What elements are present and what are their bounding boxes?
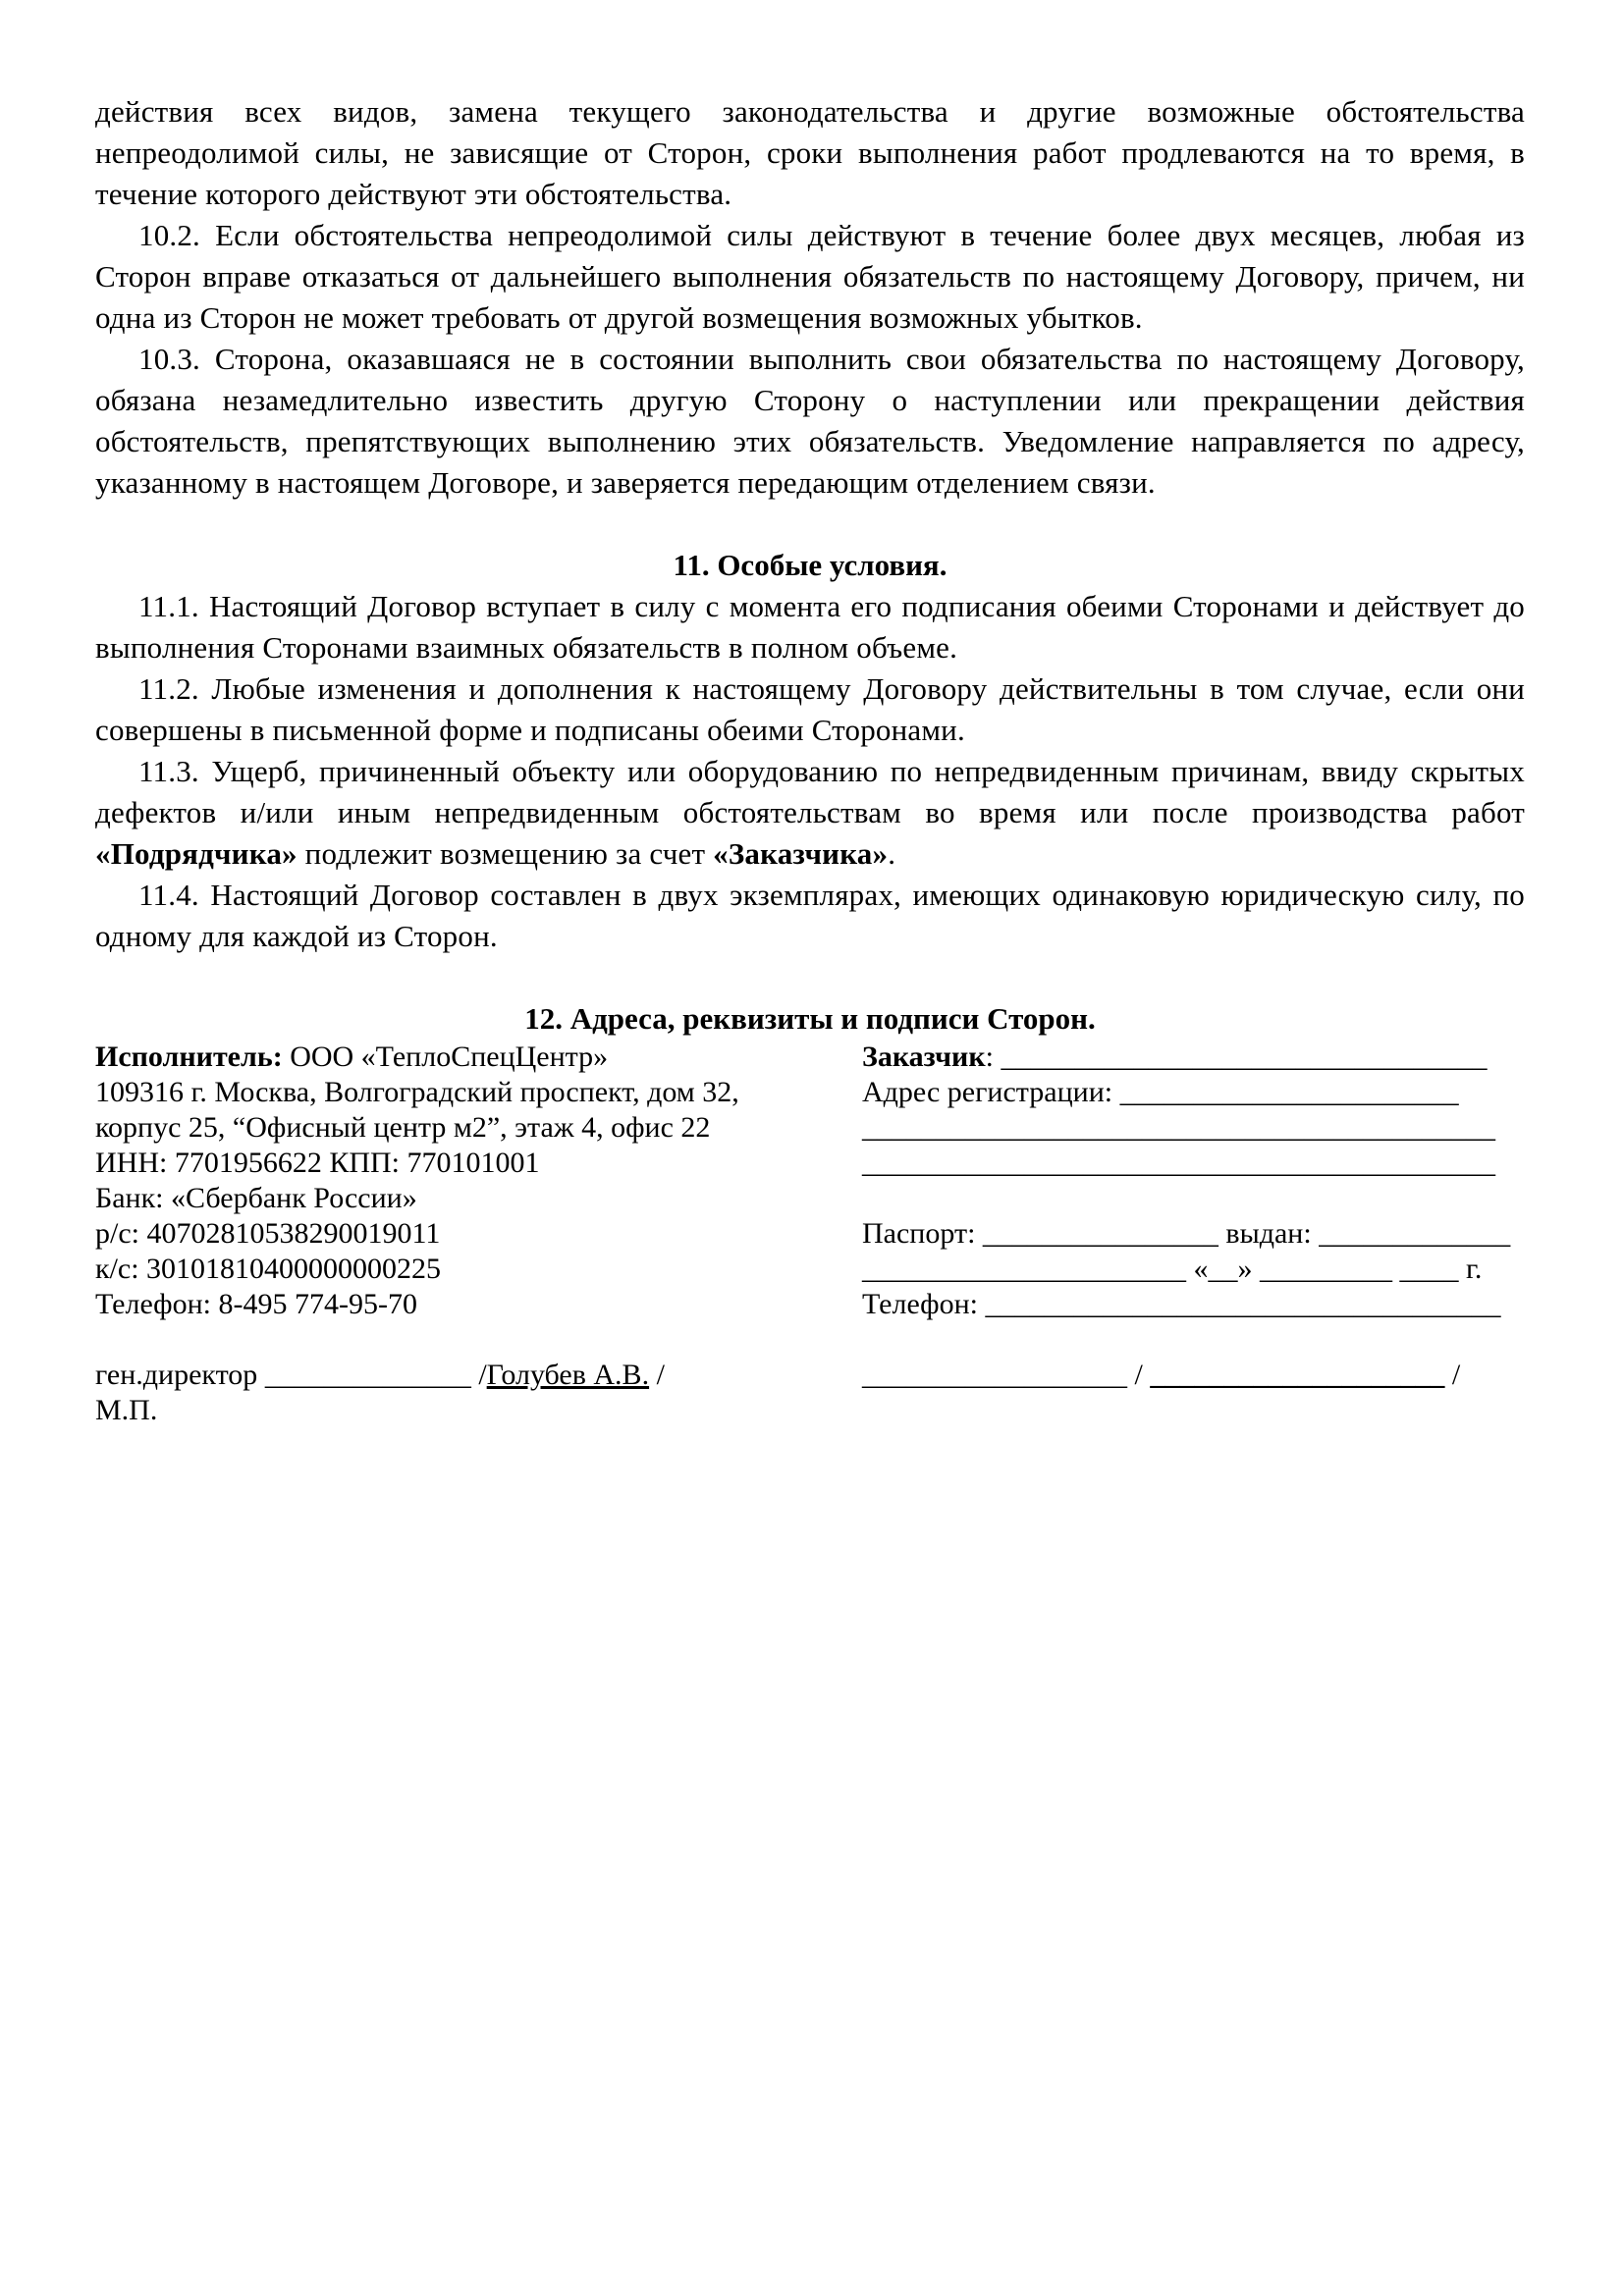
executor-sign-name: Голубев А.В. [486,1359,650,1391]
executor-name-row [95,1040,862,1075]
paragraph-11-3-text-end: . [888,836,896,871]
executor-signature-blank: ______________ [264,1359,471,1391]
spacer-row [862,1181,1525,1216]
paragraph-11-3-text: 11.3. Ущерб, причиненный объекту или оборудованию по непредвиденным причинам, ввиду скрытых дефектов и/или иным непредвиденным обстоятельствам во время или после производства работ [95,754,1525,829]
paragraph-11-1: 11.1. Настоящий Договор вступает в силу с момента его подписания обеими Сторонами и действует до выполнения Сторонами взаимных обязательств в полном объеме. [95,589,1525,665]
section-11-heading: 11. Особые условия. [673,548,947,582]
executor-correspondent-account: к/с: 30101810400000000225 [95,1253,442,1285]
customer-label-sep: : [985,1041,1001,1073]
customer-sign-separator: / [1127,1359,1151,1391]
customer-date-space [1392,1253,1400,1285]
executor-address-line-1: 109316 г. Москва, Волгоградский проспект, дом 32, [95,1076,739,1108]
customer-sign-slash-close: / [1444,1359,1461,1391]
customer-date-month-blank: _________ [1260,1253,1392,1285]
customer-name-blank: _________________________________ [1001,1041,1488,1073]
executor-sign-slash-close: / [649,1359,665,1391]
paragraph-11-4: 11.4. Настоящий Договор составлен в двух экземплярах, имеющих одинаковую юридическую силу, по одному для каждой из Сторон. [95,878,1525,953]
customer-reg-address-row [862,1075,1525,1110]
customer-blank-line-2: ___________________________________________ [862,1147,1495,1179]
executor-settlement-account: р/с: 40702810538290019011 [95,1217,441,1250]
paragraph-10-2: 10.2. Если обстоятельства непреодолимой силы действуют в течение более двух месяцев, любая из Сторон вправе отказаться от дальнейшего выполнения обязательств по настоящему Договору, причем, ни одна из Сторон не может требовать от другой возмещения возможных убытков. [95,218,1525,335]
executor-signature-row [95,1358,862,1393]
executor-inn-kpp: ИНН: 7701956622 КПП: 770101001 [95,1147,540,1179]
paragraph-11-3 [95,751,1525,875]
customer-signature-blank: __________________ [862,1359,1127,1391]
executor-column [95,1040,862,1428]
customer-date-year-blank: ____ [1399,1253,1459,1285]
customer-reg-label: Адрес регистрации: [862,1076,1120,1108]
executor-bank: Банк: «Сбербанк России» [95,1182,417,1214]
customer-name-row [862,1040,1525,1075]
spacer-row [95,1322,862,1358]
customer-blank-line-1: ___________________________________________ [862,1111,1495,1144]
executor-phone: Телефон: 8-495 774-95-70 [95,1288,417,1320]
executor-address-line-2: корпус 25, “Офисный центр м2”, этаж 4, офис 22 [95,1111,711,1144]
executor-sign-role: ген.директор [95,1359,265,1391]
customer-issued-blank: _____________ [1319,1217,1511,1250]
paragraph-10-1-continuation: действия всех видов, замена текущего законодательства и другие возможные обстоятельства непреодолимой силы, не зависящие от Сторон, сроки выполнения работ продлеваются на то время, в течение которого действуют эти обстоятельства. [95,94,1525,211]
customer-issue-date-row [862,1252,1525,1287]
executor-stamp-mark: М.П. [95,1394,158,1426]
paragraph-10-3: 10.3. Сторона, оказавшаяся не в состоянии выполнить свои обязательства по настоящему Договору, обязана незамедлительно известить другую Сторону о наступлении или прекращении действия обстоятельств, препятствующих выполнению этих обязательств. Уведомление направляется по адресу, указанному в настоящем Договоре, и заверяется передающим отделением связи. [95,342,1525,500]
customer-phone-blank: ___________________________________ [985,1288,1501,1320]
customer-phone-label: Телефон: [862,1288,986,1320]
customer-phone-row [862,1287,1525,1322]
customer-term: «Заказчика» [713,836,889,871]
requisites-columns [95,1040,1525,1428]
executor-sign-slash-open: / [470,1359,487,1391]
customer-reg-blank: _______________________ [1119,1076,1459,1108]
paragraph-11-3-text-mid: подлежит возмещению за счет [297,836,714,871]
section-12-heading: 12. Адреса, реквизиты и подписи Сторон. [524,1001,1096,1036]
paragraph-11-2: 11.2. Любые изменения и дополнения к настоящему Договору действительны в том случае, если они совершены в письменной форме и подписаны обеими Сторонами. [95,671,1525,747]
customer-signature-row [862,1358,1525,1393]
customer-date-year-suffix: г. [1458,1253,1483,1285]
contractor-term: «Подрядчика» [95,836,298,871]
customer-issued-label: выдан: [1218,1217,1320,1250]
page-content [95,91,1525,1428]
customer-passport-label: Паспорт: [862,1217,983,1250]
executor-label: Исполнитель: [95,1041,283,1073]
customer-column [862,1040,1525,1428]
customer-passport-row [862,1216,1525,1252]
customer-issued-blank-2: ______________________ [862,1253,1186,1285]
customer-date-quotes: «__» [1186,1253,1260,1285]
executor-company-name: ООО «ТеплоСпецЦентр» [282,1041,609,1073]
customer-label: Заказчик [862,1041,986,1073]
spacer-row [862,1322,1525,1358]
customer-passport-blank: ________________ [982,1217,1218,1250]
customer-sign-name-blank: ____________________ [1150,1359,1445,1391]
